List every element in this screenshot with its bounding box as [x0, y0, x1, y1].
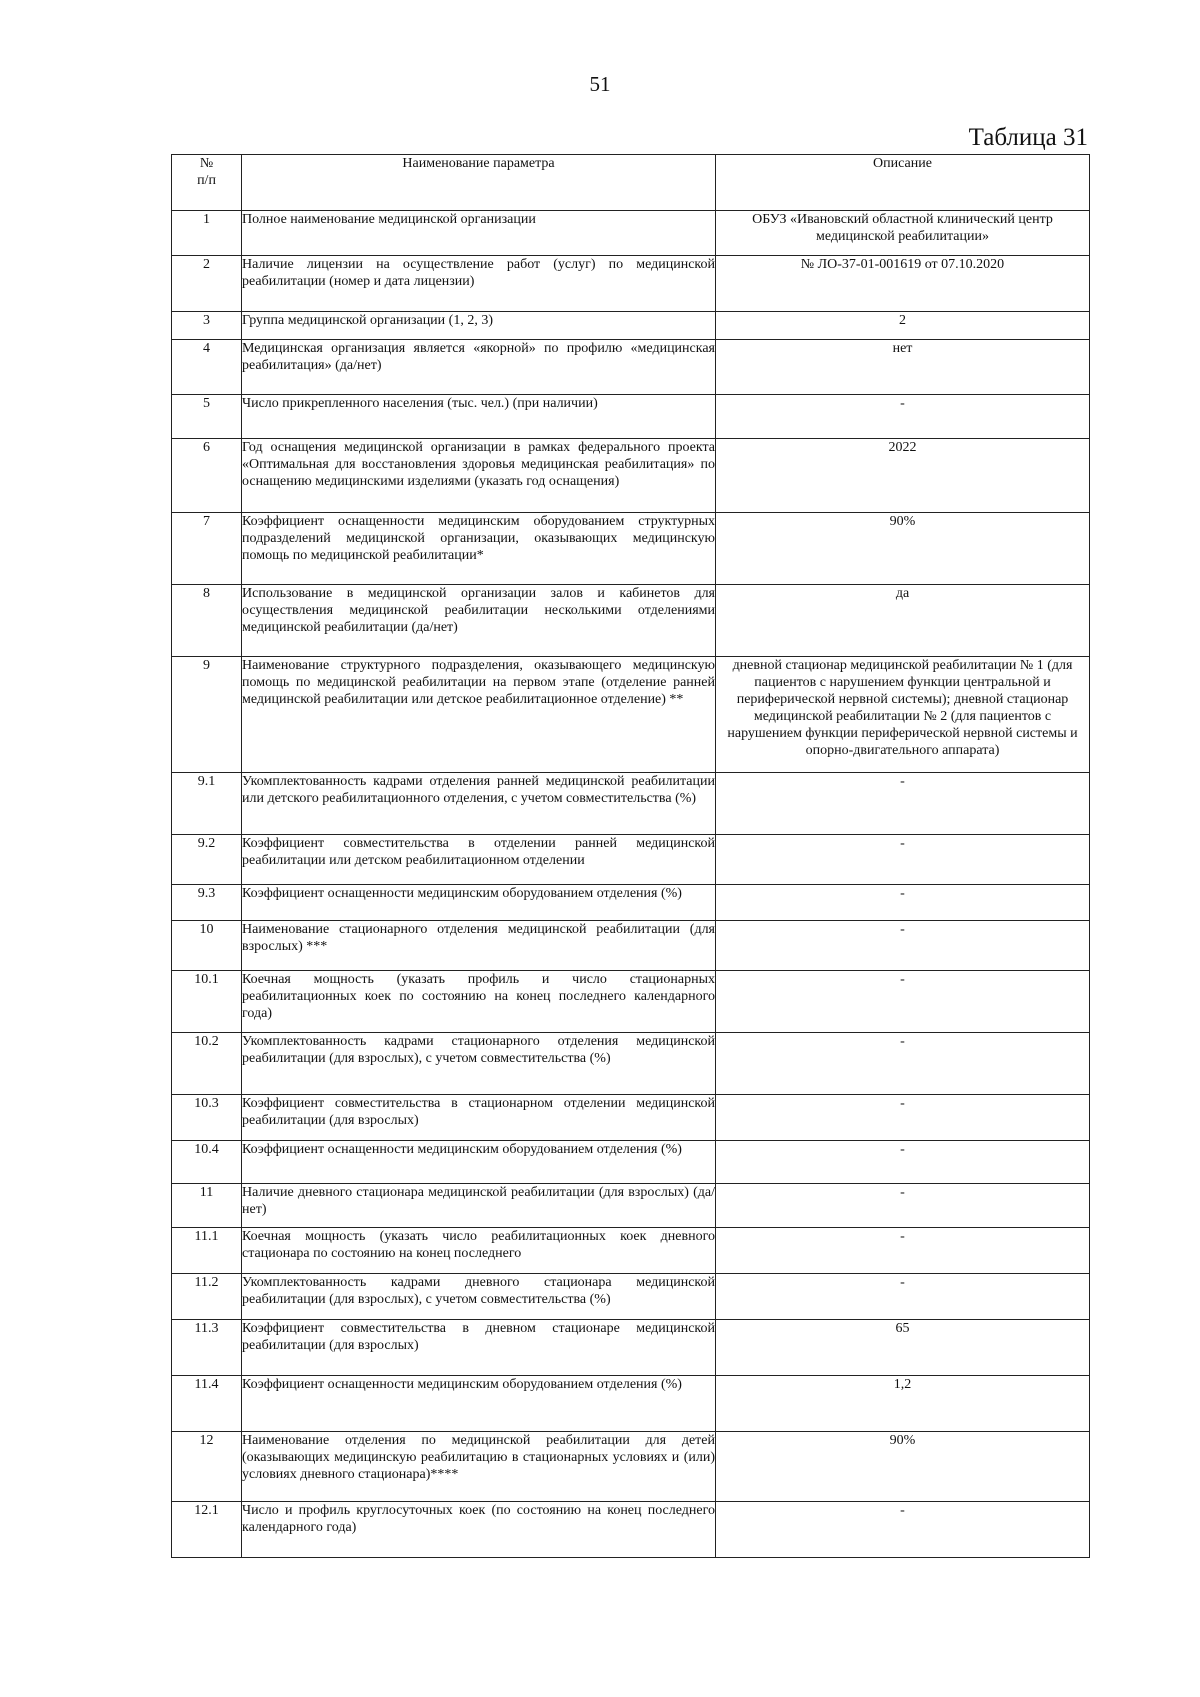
row-number: 10.1 — [172, 971, 242, 1033]
row-description: - — [716, 885, 1090, 921]
row-parameter-name: Коэффициент оснащенности медицинским оборудованием отделения (%) — [242, 885, 716, 921]
page-number: 51 — [589, 72, 611, 96]
row-number: 11.3 — [172, 1320, 242, 1376]
row-parameter-name: Коэффициент совместительства в дневном стационаре медицинской реабилитации (для взрослых) — [242, 1320, 716, 1376]
row-parameter-name: Наличие лицензии на осуществление работ (услуг) по медицинской реабилитации (номер и дата лицензии) — [242, 256, 716, 312]
row-parameter-name: Коечная мощность (указать профиль и число стационарных реабилитационных коек по состоянию на конец последнего календарного года) — [242, 971, 716, 1033]
row-parameter-name: Число и профиль круглосуточных коек (по состоянию на конец последнего календарного года) — [242, 1502, 716, 1558]
row-description: - — [716, 835, 1090, 885]
row-description: 2022 — [716, 439, 1090, 513]
parameters-table — [171, 154, 1090, 1558]
table-row — [172, 885, 1090, 921]
table-row — [172, 1376, 1090, 1432]
row-parameter-name: Год оснащения медицинской организации в рамках федерального проекта «Оптимальная для восстановления здоровья медицинская реабилитация» по оснащению медицинскими изделиями (указать год оснащения) — [242, 439, 716, 513]
table-row — [172, 1320, 1090, 1376]
row-number: 1 — [172, 211, 242, 256]
row-description: да — [716, 585, 1090, 657]
table-row — [172, 312, 1090, 340]
row-parameter-name: Наименование отделения по медицинской реабилитации для детей (оказывающих медицинскую реабилитацию в стационарных условиях и (или) условиях дневного стационара)**** — [242, 1432, 716, 1502]
row-description: 65 — [716, 1320, 1090, 1376]
header-desc: Описание — [716, 155, 1090, 211]
header-num: № п/п — [172, 155, 242, 211]
row-parameter-name: Коечная мощность (указать число реабилитационных коек дневного стационара по состоянию на конец последнего — [242, 1228, 716, 1274]
row-description: 1,2 — [716, 1376, 1090, 1432]
header-name: Наименование параметра — [242, 155, 716, 211]
row-number: 11 — [172, 1184, 242, 1228]
table-row — [172, 256, 1090, 312]
row-number: 8 — [172, 585, 242, 657]
row-description: - — [716, 1228, 1090, 1274]
table-row — [172, 1274, 1090, 1320]
row-description: нет — [716, 340, 1090, 395]
table-row — [172, 585, 1090, 657]
row-description: - — [716, 1274, 1090, 1320]
row-number: 9.2 — [172, 835, 242, 885]
row-description: 2 — [716, 312, 1090, 340]
row-parameter-name: Наличие дневного стационара медицинской реабилитации (для взрослых) (да/нет) — [242, 1184, 716, 1228]
table-row — [172, 395, 1090, 439]
row-description: дневной стационар медицинской реабилитации № 1 (для пациентов с нарушением функции центральной и периферической нервной системы); дневной стационар медицинской реабилитации № 2 (для пациентов с нарушением функции периферической нервной системы и опорно-двигательного аппарата) — [716, 657, 1090, 773]
row-number: 12 — [172, 1432, 242, 1502]
table-row — [172, 1141, 1090, 1184]
row-number: 9 — [172, 657, 242, 773]
table-row — [172, 773, 1090, 835]
row-description: - — [716, 1502, 1090, 1558]
row-parameter-name: Наименование стационарного отделения медицинской реабилитации (для взрослых) *** — [242, 921, 716, 971]
row-parameter-name: Укомплектованность кадрами дневного стационара медицинской реабилитации (для взрослых), с учетом совместительства (%) — [242, 1274, 716, 1320]
row-description: - — [716, 1095, 1090, 1141]
row-number: 6 — [172, 439, 242, 513]
table-row — [172, 971, 1090, 1033]
table-row — [172, 1184, 1090, 1228]
row-description: 90% — [716, 1432, 1090, 1502]
row-number: 5 — [172, 395, 242, 439]
row-parameter-name: Укомплектованность кадрами отделения ранней медицинской реабилитации или детского реабилитационного отделения, с учетом совместительства (%) — [242, 773, 716, 835]
row-parameter-name: Наименование структурного подразделения, оказывающего медицинскую помощь по медицинской реабилитации на первом этапе (отделение ранней медицинской реабилитации или детское реабилитационное отделение) ** — [242, 657, 716, 773]
row-parameter-name: Коэффициент оснащенности медицинским оборудованием отделения (%) — [242, 1141, 716, 1184]
row-number: 4 — [172, 340, 242, 395]
row-parameter-name: Полное наименование медицинской организации — [242, 211, 716, 256]
row-parameter-name: Укомплектованность кадрами стационарного отделения медицинской реабилитации (для взрослых), с учетом совместительства (%) — [242, 1033, 716, 1095]
row-number: 9.3 — [172, 885, 242, 921]
row-description: - — [716, 921, 1090, 971]
table-row — [172, 340, 1090, 395]
table-row — [172, 921, 1090, 971]
row-parameter-name: Коэффициент совместительства в отделении ранней медицинской реабилитации или детском реабилитационном отделении — [242, 835, 716, 885]
row-number: 10.3 — [172, 1095, 242, 1141]
row-description: - — [716, 1033, 1090, 1095]
row-parameter-name: Коэффициент оснащенности медицинским оборудованием отделения (%) — [242, 1376, 716, 1432]
row-number: 10 — [172, 921, 242, 971]
row-description: 90% — [716, 513, 1090, 585]
table-row — [172, 439, 1090, 513]
table-row — [172, 1228, 1090, 1274]
row-number: 2 — [172, 256, 242, 312]
row-parameter-name: Использование в медицинской организации залов и кабинетов для осуществления медицинской реабилитации несколькими отделениями медицинской реабилитации (да/нет) — [242, 585, 716, 657]
row-parameter-name: Группа медицинской организации (1, 2, 3) — [242, 312, 716, 340]
row-description: - — [716, 1184, 1090, 1228]
table-row — [172, 1502, 1090, 1558]
table-row — [172, 835, 1090, 885]
table-header-row — [172, 155, 1090, 211]
table-caption: Таблица 31 — [968, 124, 1088, 151]
row-description: ОБУЗ «Ивановский областной клинический центр медицинской реабилитации» — [716, 211, 1090, 256]
table-row — [172, 657, 1090, 773]
row-parameter-name: Число прикрепленного населения (тыс. чел.) (при наличии) — [242, 395, 716, 439]
row-number: 3 — [172, 312, 242, 340]
row-number: 12.1 — [172, 1502, 242, 1558]
row-description: № ЛО-37-01-001619 от 07.10.2020 — [716, 256, 1090, 312]
table-row — [172, 1033, 1090, 1095]
table-row — [172, 1095, 1090, 1141]
row-number: 10.4 — [172, 1141, 242, 1184]
table-row — [172, 513, 1090, 585]
row-number: 10.2 — [172, 1033, 242, 1095]
row-parameter-name: Коэффициент совместительства в стационарном отделении медицинской реабилитации (для взрослых) — [242, 1095, 716, 1141]
row-description: - — [716, 1141, 1090, 1184]
row-number: 11.2 — [172, 1274, 242, 1320]
table-row — [172, 1432, 1090, 1502]
row-description: - — [716, 395, 1090, 439]
row-description: - — [716, 773, 1090, 835]
row-number: 9.1 — [172, 773, 242, 835]
row-parameter-name: Коэффициент оснащенности медицинским оборудованием структурных подразделений медицинской организации, оказывающих медицинскую помощь по медицинской реабилитации* — [242, 513, 716, 585]
row-number: 11.4 — [172, 1376, 242, 1432]
row-number: 7 — [172, 513, 242, 585]
row-description: - — [716, 971, 1090, 1033]
table-row — [172, 211, 1090, 256]
row-number: 11.1 — [172, 1228, 242, 1274]
table-body — [172, 211, 1090, 1558]
row-parameter-name: Медицинская организация является «якорной» по профилю «медицинская реабилитация» (да/нет) — [242, 340, 716, 395]
